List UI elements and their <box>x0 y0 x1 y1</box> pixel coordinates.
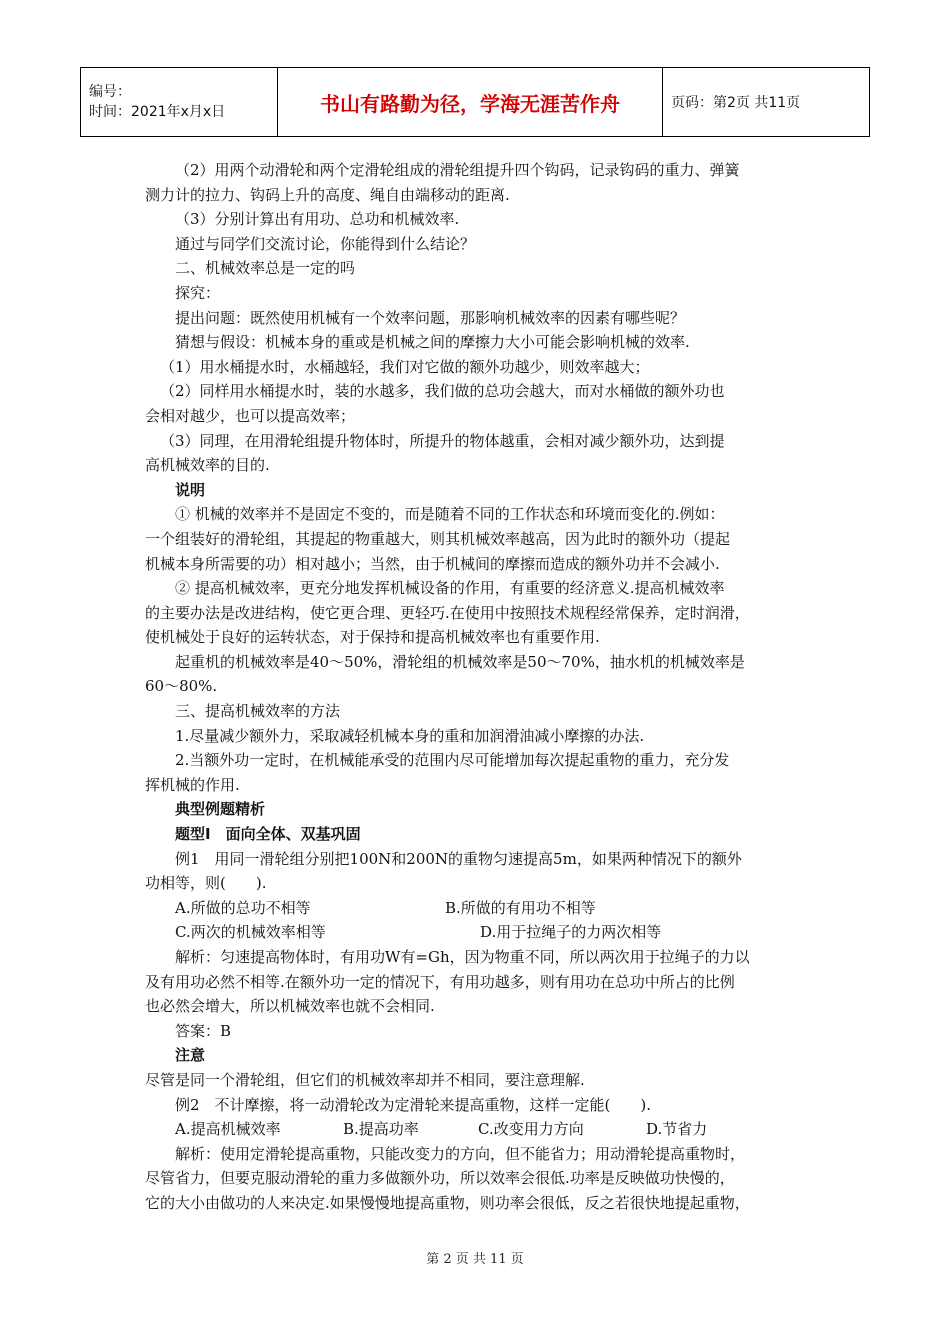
paragraph-line: 的主要办法是改进结构，使它更合理、更轻巧.在使用中按照技术规程经常保养，定时润滑， <box>145 603 750 622</box>
paragraph-line: 功相等，则( ). <box>145 874 267 893</box>
paragraph-line: 高机械效率的目的. <box>145 456 270 475</box>
example1-options-row1 <box>145 896 811 921</box>
paragraph-line: 测力计的拉力、钩码上升的高度、绳自由端移动的距离. <box>145 185 510 204</box>
paragraph-line: 会相对越少，也可以提高效率； <box>145 406 356 425</box>
paragraph-line: 探究： <box>175 283 221 302</box>
paragraph-line: （1）用水桶提水时，水桶越轻，我们对它做的额外功越少，则效率越大； <box>160 357 650 376</box>
option-a: A.所做的总功不相等 <box>175 898 311 917</box>
paragraph-line: （3）同理，在用滑轮组提升物体时，所提升的物体越重，会相对减少额外功，达到提 <box>160 431 725 450</box>
example1-options-row2 <box>145 920 811 945</box>
paragraph-line: 例1 用同一滑轮组分别把100N和200N的重物匀速提高5m，如果两种情况下的额外 <box>175 849 742 868</box>
paragraph-line: 尽管是同一个滑轮组，但它们的机械效率却并不相同，要注意理解. <box>145 1070 585 1089</box>
paragraph-line: 例2 不计摩擦，将一动滑轮改为定滑轮来提高重物，这样一定能( ). <box>175 1095 652 1114</box>
paragraph-line: ① 机械的效率并不是固定不变的，而是随着不同的工作状态和环境而变化的.例如： <box>175 505 725 524</box>
paragraph-line: 1.尽量减少额外力，采取减轻机械本身的重和加润滑油减小摩擦的办法. <box>175 726 645 745</box>
option-b: B.所做的有用功不相等 <box>445 898 596 917</box>
paragraph-line: 使机械处于良好的运转状态，对于保持和提高机械效率也有重要作用. <box>145 628 600 647</box>
paragraph-line: 解析：匀速提高物体时，有用功W有=Gh，因为物重不同，所以两次用于拉绳子的力以 <box>175 948 750 966</box>
header-motto: 书山有路勤为径，学海无涯苦作舟 <box>278 68 663 137</box>
header-page-info: 页码：第2页 共11页 <box>663 68 870 137</box>
paragraph-line: （3）分别计算出有用功、总功和机械效率. <box>175 210 460 229</box>
paragraph-line: 尽管省力，但要克服动滑轮的重力多做额外功，所以效率会很低.功率是反映做功快慢的， <box>145 1169 735 1188</box>
header-number-label: 编号： <box>89 84 131 100</box>
section-heading: 二、机械效率总是一定的吗 <box>175 259 356 278</box>
paragraph-line: 猜想与假设：机械本身的重或是机械之间的摩擦力大小可能会影响机械的效率. <box>175 333 690 352</box>
paragraph-line: 也必然会增大，所以机械效率也就不会相同. <box>145 997 435 1016</box>
section-heading: 三、提高机械效率的方法 <box>175 702 341 721</box>
option-b: B.提高功率 <box>343 1120 419 1139</box>
header-left-cell <box>81 68 278 137</box>
paragraph-line: （2）用两个动滑轮和两个定滑轮组成的滑轮组提升四个钩码，记录钩码的重力、弹簧 <box>175 161 740 179</box>
paragraph-line: 通过与同学们交流讨论，你能得到什么结论？ <box>175 234 476 253</box>
paragraph-line: 机械本身所需要的功）相对越小；当然，由于机械间的摩擦而造成的额外功并不会减小. <box>145 554 720 573</box>
document-body <box>145 158 811 1216</box>
page-footer: 第 2 页 共 11 页 <box>426 1252 524 1267</box>
option-d: D.节省力 <box>646 1120 708 1139</box>
paragraph-line: （2）同样用水桶提水时，装的水越多，我们做的总功会越大，而对水桶做的额外功也 <box>160 382 725 401</box>
paragraph-line: 2.当额外功一定时，在机械能承受的范围内尽可能增加每次提起重物的重力，充分发 <box>175 751 730 770</box>
header-date: 时间：2021年x月x日 <box>89 104 226 120</box>
paragraph-line: 60～80%. <box>145 677 218 696</box>
option-d: D.用于拉绳子的力两次相等 <box>480 923 662 942</box>
paragraph-line: 解析：使用定滑轮提高重物，只能改变力的方向，但不能省力；用动滑轮提高重物时， <box>175 1144 746 1163</box>
option-c: C.两次的机械效率相等 <box>175 923 326 942</box>
header-table <box>80 67 870 137</box>
answer-line: 答案：B <box>175 1021 232 1040</box>
question-type-heading: 题型Ⅰ 面向全体、双基巩固 <box>175 825 361 844</box>
paragraph-line: 及有用功必然不相等.在额外功一定的情况下，有用功越多，则有用功在总功中所占的比例 <box>145 972 735 991</box>
example2-options <box>145 1117 811 1142</box>
examples-heading: 典型例题精析 <box>175 800 266 819</box>
paragraph-line: 起重机的机械效率是40～50%，滑轮组的机械效率是50～70%，抽水机的机械效率是 <box>175 652 745 671</box>
note-heading: 注意 <box>175 1046 206 1065</box>
paragraph-line: 挥机械的作用. <box>145 775 240 794</box>
paragraph-line: 它的大小由做功的人来决定.如果慢慢地提高重物，则功率会很低，反之若很快地提起重物， <box>145 1193 750 1212</box>
paragraph-line: 一个组装好的滑轮组，其提起的物重越大，则其机械效率越高，因为此时的额外功（提起 <box>145 529 731 548</box>
option-c: C.改变用力方向 <box>478 1120 584 1139</box>
note-heading: 说明 <box>175 480 206 499</box>
option-a: A.提高机械效率 <box>175 1120 281 1139</box>
paragraph-line: ② 提高机械效率，更充分地发挥机械设备的作用，有重要的经济意义.提高机械效率 <box>175 579 725 598</box>
paragraph-line: 提出问题：既然使用机械有一个效率问题，那影响机械效率的因素有哪些呢？ <box>175 308 686 327</box>
